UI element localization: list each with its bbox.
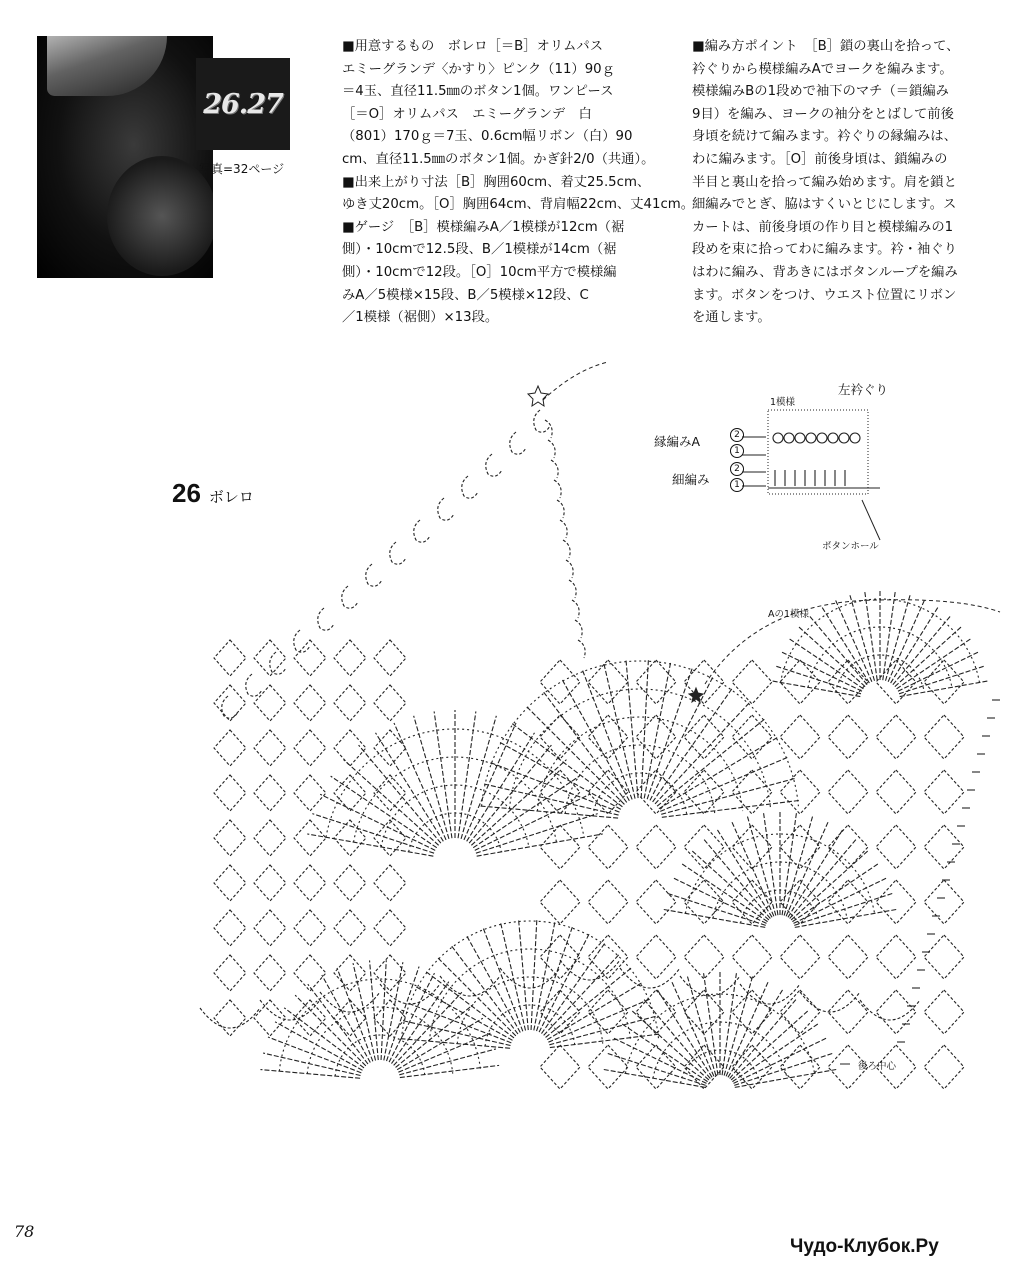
- mesh-diamond: [732, 935, 772, 979]
- mesh-diamond: [214, 865, 246, 901]
- mesh-diamond: [732, 660, 772, 704]
- stitch-ray: [387, 967, 420, 1062]
- stitch-ray: [426, 972, 514, 1038]
- stitch-ray: [657, 719, 764, 806]
- stitch-ray: [322, 975, 370, 1062]
- stitch-ray: [730, 998, 797, 1078]
- mesh-diamond: [828, 770, 868, 814]
- stitch-ray: [784, 815, 813, 916]
- materials-line: cm、直径11.5㎜のボタン1個。かぎ針2/0（共通）。: [342, 151, 655, 167]
- mesh-diamond: [334, 640, 366, 676]
- detail-picot: [773, 433, 783, 443]
- stitch-ray: [353, 963, 375, 1060]
- chain-loop: [545, 420, 552, 438]
- mesh-diamond: [828, 880, 868, 924]
- chain-loop: [569, 580, 576, 598]
- chain-loop: [575, 620, 582, 638]
- stitch-ray: [660, 757, 787, 811]
- mesh-diamond: [254, 865, 286, 901]
- mesh-diamond: [684, 935, 724, 979]
- stitch-ray: [621, 1023, 708, 1082]
- stitch-ray: [647, 669, 692, 799]
- instructions-line: を通します。: [692, 310, 771, 326]
- chain-arc: [307, 1007, 452, 1074]
- stitch-ray: [438, 958, 516, 1036]
- mesh-diamond: [334, 910, 366, 946]
- mesh-diamond: [254, 730, 286, 766]
- mesh-diamond: [636, 990, 676, 1034]
- mesh-diamond: [540, 1045, 580, 1089]
- site-watermark: Чудо-Клубок.Ру: [790, 1236, 939, 1257]
- chain-arc: [565, 745, 714, 813]
- stitch-ray: [534, 922, 555, 1030]
- stitch-ray: [519, 920, 529, 1030]
- mesh-diamond: [828, 825, 868, 869]
- row-1-marker: 1: [727, 444, 744, 458]
- instructions-line: ■編み方ポイント ［B］鎖の裏山を拾って、: [692, 39, 960, 54]
- chain-arc: [482, 661, 799, 806]
- mesh-diamond: [876, 770, 916, 814]
- instructions-line: カートは、前後身頃の作り目と模様編みの1: [692, 219, 954, 235]
- mesh-diamond: [780, 660, 820, 704]
- chain-arc: [593, 773, 687, 816]
- chain-loop: [563, 540, 570, 558]
- stitch-ray: [275, 1022, 362, 1070]
- mesh-diamond: [588, 990, 628, 1034]
- collar-label: 左衿ぐり: [838, 382, 889, 397]
- materials-line: ■ゲージ ［B］模様編みA／1模様が12cm（裾: [342, 219, 625, 235]
- mesh-diamond: [294, 910, 326, 946]
- stitch-ray: [409, 1003, 512, 1042]
- materials-line: （801）170ｇ＝7玉、0.6cm幅リボン（白）90: [342, 129, 633, 145]
- chain-loop: [246, 674, 262, 696]
- mesh-diamond: [828, 715, 868, 759]
- buttonhole-label: ボタンホール: [822, 541, 879, 552]
- mesh-diamond: [214, 910, 246, 946]
- mesh-diamond: [540, 935, 580, 979]
- detail-picot: [817, 433, 827, 443]
- mesh-diamond: [294, 775, 326, 811]
- stitch-ray: [461, 716, 496, 839]
- stitch-ray: [626, 661, 638, 798]
- stitch-ray: [469, 745, 551, 843]
- instructions-line: わに編みます。［O］前後身頃は、鎖編みの: [692, 151, 948, 167]
- materials-line: ■用意するもの ボレロ［＝B］オリムパス: [342, 39, 604, 54]
- photo-page-reference: 写真=32ページ: [199, 162, 285, 176]
- stitch-ray: [400, 1065, 499, 1077]
- materials-line: 側）・10cmで12段。［O］10cm平方で模様編: [342, 264, 617, 280]
- mesh-diamond: [540, 825, 580, 869]
- mesh-diamond: [876, 935, 916, 979]
- mesh-diamond: [732, 770, 772, 814]
- chain-loop: [551, 460, 558, 478]
- mesh-diamond: [374, 685, 406, 721]
- mesh-diamond: [214, 640, 246, 676]
- stitch-ray: [452, 946, 518, 1034]
- stitch-ray: [391, 982, 448, 1064]
- stitch-ray: [260, 1070, 360, 1079]
- materials-line: ゆき丈20cm。［O］胸囲64cm、背肩幅22cm、丈41cm。: [342, 197, 695, 213]
- stitch-ray: [631, 1010, 709, 1080]
- mesh-diamond: [294, 685, 326, 721]
- mesh-diamond: [636, 880, 676, 924]
- materials-line: みA／5模様×15段、B／5模様×12段、C: [342, 287, 589, 303]
- mesh-diamond: [540, 660, 580, 704]
- mesh-diamond: [254, 685, 286, 721]
- mesh-diamond: [254, 775, 286, 811]
- stitch-ray: [655, 703, 749, 804]
- mesh-diamond: [924, 660, 964, 704]
- mesh-diamond: [540, 715, 580, 759]
- chain-loop: [414, 520, 430, 542]
- mesh-diamond: [684, 990, 724, 1034]
- mesh-diamond: [636, 715, 676, 759]
- stitch-ray: [795, 909, 898, 927]
- chain-loop: [294, 630, 310, 652]
- instructions-line: 9目）を編み、ヨークの袖分をとばして前後: [692, 106, 954, 122]
- mesh-diamond: [294, 865, 326, 901]
- chain-loop: [560, 520, 567, 538]
- stitch-ray: [381, 960, 386, 1060]
- buttonhole-leader: [862, 500, 880, 540]
- chain-loop: [390, 542, 406, 564]
- chain-loop: [578, 640, 585, 658]
- stitch-ray: [662, 909, 765, 927]
- row-2-marker: 2: [727, 428, 744, 442]
- chain-loop: [548, 440, 555, 458]
- instructions-line: 身頃を続けて編みます。衿ぐりの縁編みは、: [692, 129, 957, 145]
- stitch-ray: [641, 660, 648, 798]
- edging-detail-frame: [768, 410, 868, 494]
- stitch-ray: [822, 607, 870, 683]
- stitch-ray: [789, 638, 864, 688]
- materials-line: ［＝O］オリムパス エミーグランデ 白: [342, 106, 592, 122]
- mesh-diamond: [924, 715, 964, 759]
- mesh-diamond: [254, 640, 286, 676]
- chart-stitches: [200, 410, 1000, 1089]
- chain-loop: [557, 500, 564, 518]
- mesh-diamond: [588, 825, 628, 869]
- detail-picot: [806, 433, 816, 443]
- row-1-marker: 1: [727, 478, 744, 492]
- materials-line: ／1模様（裾側）×13段。: [342, 310, 499, 326]
- chain-loop: [510, 432, 526, 454]
- mesh-diamond: [334, 685, 366, 721]
- mesh-diamond: [214, 820, 246, 856]
- stitch-ray: [606, 1053, 706, 1085]
- figure-number: 26: [172, 478, 201, 508]
- mesh-diamond: [588, 880, 628, 924]
- chain-loop: [318, 608, 334, 630]
- mesh-diamond: [924, 825, 964, 869]
- materials-line: エミーグランデ〈かすり〉ピンク（11）90ｇ: [342, 61, 615, 77]
- stitch-ray: [724, 975, 753, 1076]
- mesh-diamond: [334, 865, 366, 901]
- stitch-ray: [735, 1069, 838, 1087]
- detail-picot: [850, 433, 860, 443]
- single-crochet-label: 細編み: [672, 472, 710, 487]
- mesh-diamond: [214, 955, 246, 991]
- stitch-ray: [666, 893, 766, 925]
- chain-arc: [409, 813, 502, 852]
- chain-arc: [685, 834, 874, 913]
- chain-arc: [457, 977, 602, 1044]
- mesh-diamond: [374, 955, 406, 991]
- chain-loop: [342, 586, 358, 608]
- page-number: 78: [14, 1222, 35, 1241]
- mesh-diamond: [374, 775, 406, 811]
- mesh-diamond: [924, 935, 964, 979]
- stitch-ray: [531, 920, 537, 1030]
- stitch-ray: [798, 626, 865, 686]
- project-number-badge: 26.27: [196, 58, 290, 150]
- instructions-line: 模様編みBの1段めで袖下のマチ（＝鎖編み: [692, 84, 949, 100]
- mesh-diamond: [294, 820, 326, 856]
- mesh-diamond: [374, 640, 406, 676]
- mesh-diamond: [780, 715, 820, 759]
- instructions-line: ます。ボタンをつけ、ウエスト位置にリボン: [692, 287, 957, 303]
- mesh-diamond: [876, 990, 916, 1034]
- scallop: [500, 968, 560, 988]
- instructions-line: はわに編み、背あきにはボタンループを編み: [692, 264, 958, 280]
- detail-picot: [839, 433, 849, 443]
- instructions-line: 衿ぐりから模様編みAでヨークを編みます。: [692, 61, 953, 77]
- stitch-ray: [643, 998, 710, 1078]
- instructions-line: 半目と裏山を拾って編み始めます。肩を鎖と: [692, 174, 957, 190]
- scallop: [260, 1000, 320, 1020]
- chain-loop: [462, 476, 478, 498]
- stitch-ray: [471, 760, 566, 846]
- mesh-diamond: [294, 955, 326, 991]
- instructions-line: 段めを束に拾ってわに編みます。衿・袖ぐり: [692, 242, 957, 258]
- row-arrows: [742, 437, 766, 486]
- mesh-diamond: [828, 660, 868, 704]
- stitch-ray: [790, 838, 857, 918]
- stitch-ray: [397, 1018, 483, 1070]
- stitch-ray: [722, 971, 737, 1075]
- scallop: [680, 976, 740, 996]
- chain-loop: [366, 564, 382, 586]
- pattern-repeat-arrow: [705, 600, 1000, 684]
- mesh-diamond: [876, 880, 916, 924]
- stitch-ray: [691, 850, 769, 920]
- mesh-diamond: [214, 1000, 246, 1036]
- mesh-diamond: [684, 770, 724, 814]
- mesh-diamond: [374, 910, 406, 946]
- back-center-label: 後ろ中心: [858, 1061, 897, 1072]
- mesh-diamond: [828, 935, 868, 979]
- stitch-ray: [370, 960, 379, 1060]
- mesh-diamond: [294, 730, 326, 766]
- materials-line: ■出来上がり寸法［B］胸囲60cm、着丈25.5cm、: [342, 174, 651, 190]
- mesh-diamond: [334, 775, 366, 811]
- stitch-ray: [888, 600, 925, 682]
- detail-picot: [828, 433, 838, 443]
- mesh-diamond: [254, 1000, 286, 1036]
- a-pattern-label: Aの1模様: [768, 609, 810, 620]
- stitch-ray: [398, 1033, 490, 1072]
- mesh-diamond: [214, 685, 246, 721]
- stitch-ray: [481, 806, 618, 818]
- scallop: [440, 976, 500, 996]
- edging-a-label: 縁編みA: [654, 434, 701, 449]
- mesh-diamond: [254, 910, 286, 946]
- mesh-diamond: [588, 1045, 628, 1089]
- mesh-diamond: [214, 730, 246, 766]
- materials-line: ＝4玉、直径11.5㎜のボタン1個。ワンピース: [342, 84, 614, 100]
- chain-arc: [429, 949, 630, 1041]
- chain-loop: [438, 498, 454, 520]
- stitch-ray: [376, 733, 444, 842]
- figure-name: ボレロ: [208, 489, 254, 506]
- stitch-ray: [483, 929, 522, 1032]
- stitch-ray: [400, 1039, 510, 1049]
- mesh-diamond: [636, 825, 676, 869]
- star-marker: [528, 386, 548, 406]
- mesh-diamond: [924, 770, 964, 814]
- scallop: [620, 968, 680, 988]
- chain-loop: [572, 600, 579, 618]
- chain-arc: [485, 1005, 575, 1046]
- chain-arc: [335, 1035, 425, 1076]
- stitch-ray: [263, 1053, 360, 1075]
- chain-loop: [486, 454, 502, 476]
- one-pattern-label: 1模様: [770, 397, 796, 408]
- stitch-ray: [891, 607, 939, 683]
- mesh-diamond: [876, 825, 916, 869]
- mesh-diamond: [780, 770, 820, 814]
- instructions-line: 細編みでとぎ、脇はすくいとじにします。ス: [692, 197, 957, 213]
- stitch-ray: [835, 600, 872, 682]
- stitch-ray: [501, 923, 526, 1030]
- mesh-diamond: [636, 935, 676, 979]
- chain-loop: [554, 480, 561, 498]
- mesh-diamond: [374, 730, 406, 766]
- chain-loop: [566, 560, 573, 578]
- mesh-diamond: [924, 990, 964, 1034]
- stitch-ray: [546, 968, 631, 1037]
- mesh-diamond: [924, 880, 964, 924]
- mesh-diamond: [780, 1045, 820, 1089]
- dashed-arrow: [543, 362, 608, 400]
- mesh-diamond: [334, 730, 366, 766]
- stitch-ray: [539, 934, 589, 1032]
- mesh-diamond: [254, 955, 286, 991]
- mesh-diamond: [294, 640, 326, 676]
- stitch-ray: [897, 638, 972, 688]
- mesh-diamond: [780, 935, 820, 979]
- mesh-diamond: [214, 775, 246, 811]
- mesh-diamond: [374, 865, 406, 901]
- mesh-diamond: [876, 715, 916, 759]
- figure-title: [172, 478, 254, 509]
- detail-picot: [784, 433, 794, 443]
- mesh-diamond: [254, 820, 286, 856]
- detail-picot: [795, 433, 805, 443]
- row-2-marker: 2: [727, 462, 744, 476]
- scallop: [200, 1008, 260, 1028]
- materials-line: 側）・10cmで12.5段、B／1模様が14cm（裾: [342, 242, 617, 258]
- mesh-diamond: [924, 1045, 964, 1089]
- mesh-diamond: [540, 880, 580, 924]
